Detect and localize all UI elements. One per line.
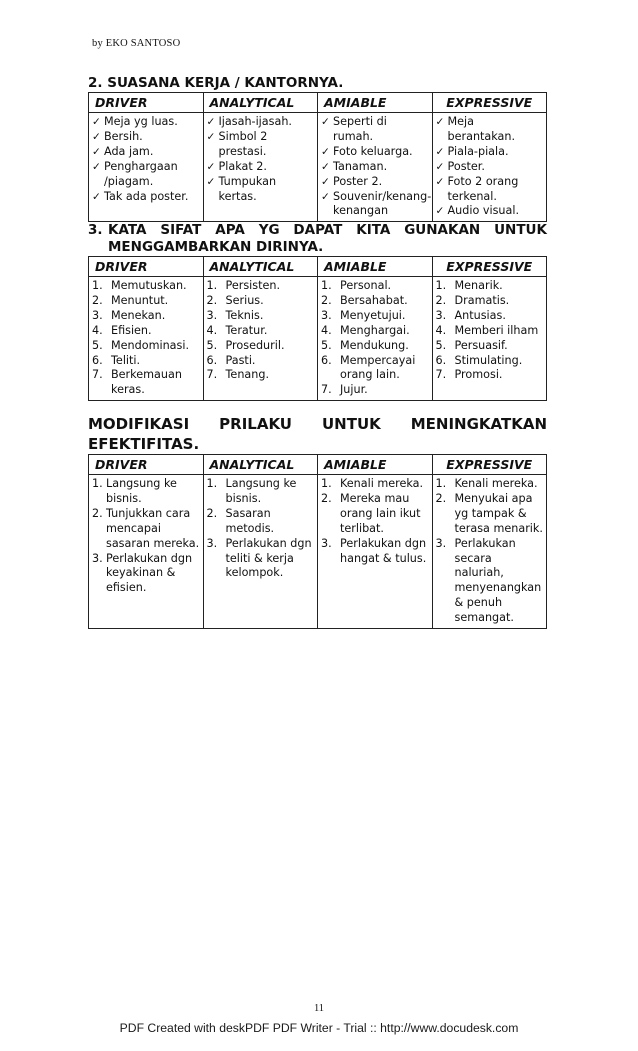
- list-item: 3. Antusias.: [435, 308, 506, 322]
- list-item-text: Jujur.: [340, 383, 368, 397]
- pdf-footer-note: PDF Created with deskPDF PDF Writer - Trial :: http://www.docudesk.com: [119, 1021, 519, 1035]
- list-item: 7. Tenang.: [206, 368, 270, 382]
- list-item-text: Penghargaan /piagam.: [104, 159, 178, 188]
- cell-expressive: [432, 113, 547, 222]
- list-item: 1. Memutuskan.: [92, 279, 187, 292]
- list-item: 4. Efisien.: [92, 323, 152, 337]
- list-item-text: Mendominasi.: [111, 338, 190, 352]
- table-header-row: [89, 93, 547, 113]
- list-item: [436, 115, 545, 145]
- list-item: 1. Personal.: [321, 279, 392, 292]
- section-title: 2. SUASANA KERJA / KANTORNYA.: [88, 75, 344, 91]
- list-item-text: Menarik.: [454, 279, 503, 292]
- list-item: 1. Langsung ke bisnis.: [206, 477, 297, 505]
- column-header-driver: DRIVER: [89, 257, 204, 277]
- list-item: [321, 160, 430, 175]
- list-item: [92, 145, 201, 160]
- behavior-modification-table: [88, 454, 547, 629]
- section-work-environment: [88, 75, 547, 222]
- list-item-text: Teratur.: [225, 323, 268, 337]
- list-item: [321, 175, 430, 190]
- cell-analytical: [203, 475, 318, 629]
- list-item-text: Teliti.: [111, 353, 141, 367]
- cell-amiable: [318, 475, 433, 629]
- list-item-text: Seperti di rumah.: [333, 115, 387, 143]
- section-title: MODIFIKASI PRILAKU UNTUK MENINGKATKAN: [88, 415, 547, 433]
- list-item: 4. Teratur.: [206, 323, 268, 337]
- column-header-amiable: AMIABLE: [318, 93, 433, 113]
- list-item: [321, 145, 430, 160]
- column-header-driver: DRIVER: [89, 455, 204, 475]
- column-header-expressive: EXPRESSIVE: [432, 93, 547, 113]
- list-item: 3. Perlakukan dgn teliti & kerja kelompok.: [206, 536, 312, 580]
- list-item-text: Bersih.: [104, 129, 143, 143]
- page-header: by EKO SANTOSO: [92, 38, 181, 49]
- list-item: [207, 160, 316, 175]
- list-item-text: Ada jam.: [104, 144, 154, 158]
- list-item: 7. Berkemauan keras.: [92, 368, 182, 397]
- list-item: 1. Kenali mereka.: [435, 477, 538, 490]
- list-item: 1. Persisten.: [206, 279, 281, 292]
- list-item-text: Foto 2 orang terkenal.: [447, 174, 519, 203]
- list-item-text: Ijasah-ijasah.: [218, 115, 292, 128]
- list-item: [207, 175, 316, 205]
- list-item-text: Langsung ke bisnis.: [225, 477, 297, 505]
- list-item: 3. Perlakukan dgn hangat & tulus.: [321, 536, 427, 565]
- list-item-text: Simbol 2 prestasi.: [218, 129, 268, 158]
- list-item: 2. Bersahabat.: [321, 293, 408, 307]
- list-item-text: Perlakukan secara naluriah, menyenangkan & penuh semangat.: [454, 536, 542, 625]
- cell-expressive: [432, 475, 547, 629]
- list-item: [436, 160, 545, 175]
- list-item: 2. Dramatis.: [435, 293, 510, 307]
- list-item-text: Persuasif.: [454, 338, 508, 352]
- list-item: 6. Teliti.: [92, 353, 141, 367]
- list-item-text: Kenali mereka.: [454, 477, 538, 490]
- section-adjectives: [88, 222, 547, 401]
- list-item-text: Teknis.: [225, 308, 264, 322]
- list-item-text: Tenang.: [225, 368, 270, 382]
- column-header-amiable: AMIABLE: [318, 455, 433, 475]
- list-item: [436, 145, 545, 160]
- work-environment-table: [88, 92, 547, 222]
- list-item-text: Tunjukkan cara mencapai sasaran mereka.: [106, 506, 200, 550]
- cell-driver: [89, 277, 204, 401]
- list-item-text: Menuntut.: [111, 293, 169, 307]
- cell-analytical: [203, 113, 318, 222]
- list-item-text: Menekan.: [111, 308, 166, 322]
- list-item-text: Efisien.: [111, 323, 152, 337]
- list-item: [92, 190, 201, 205]
- list-item: 1. Kenali mereka.: [321, 477, 424, 490]
- column-header-expressive: EXPRESSIVE: [432, 455, 547, 475]
- list-item-text: Dramatis.: [454, 293, 510, 307]
- list-item: 2. Sasaran metodis.: [206, 506, 275, 535]
- list-item: 3. Menekan.: [92, 308, 166, 322]
- list-item-text: Bersahabat.: [340, 293, 408, 307]
- section-title: 3. KATA SIFAT APA YG DAPAT KITA GUNAKAN UNTUK: [88, 222, 547, 238]
- list-item-text: Souvenir/kenang-kenangan: [333, 189, 432, 218]
- list-item: 3. Perlakukan secara naluriah, menyenangkan & penuh semangat.: [435, 536, 542, 625]
- list-item-text: Berkemauan keras.: [111, 368, 182, 397]
- list-item: [321, 115, 430, 145]
- list-item: 6. Stimulating.: [435, 353, 523, 367]
- list-item: [207, 115, 316, 130]
- section-title-line2: EFEKTIFITAS.: [88, 435, 200, 453]
- list-item-text: Menghargai.: [340, 323, 410, 337]
- list-item-text: Persisten.: [225, 279, 281, 292]
- list-item-text: Foto keluarga.: [333, 144, 413, 158]
- list-item-text: Poster 2.: [333, 174, 383, 188]
- cell-amiable: [318, 113, 433, 222]
- cell-expressive: [432, 277, 547, 401]
- list-item-text: Proseduril.: [225, 338, 285, 352]
- table-row: [89, 277, 547, 401]
- list-item-text: Pasti.: [225, 353, 256, 367]
- list-item-text: Mereka mau orang lain ikut terlibat.: [340, 491, 421, 535]
- list-item: 2. Tunjukkan cara mencapai sasaran mereka.: [92, 506, 200, 550]
- list-item: [207, 130, 316, 160]
- table-header-row: [89, 257, 547, 277]
- list-item: 2. Mereka mau orang lain ikut terlibat.: [321, 491, 421, 535]
- list-item: 5. Mendukung.: [321, 338, 409, 352]
- cell-analytical: [203, 277, 318, 401]
- column-header-analytical: ANALYTICAL: [203, 455, 318, 475]
- list-item-text: Stimulating.: [454, 353, 523, 367]
- list-item-text: Mempercayai orang lain.: [340, 353, 416, 382]
- list-item-text: Mendukung.: [340, 338, 409, 352]
- list-item: [92, 115, 201, 130]
- table-header-row: [89, 455, 547, 475]
- list-item: 4. Menghargai.: [321, 323, 410, 337]
- list-item-text: Poster.: [447, 159, 485, 173]
- list-item: 6. Mempercayai orang lain.: [321, 353, 416, 382]
- list-item-text: Meja yg luas.: [104, 115, 178, 128]
- list-item-text: Tak ada poster.: [104, 189, 189, 203]
- list-item: 7. Promosi.: [435, 368, 503, 382]
- list-item: 3. Menyetujui.: [321, 308, 406, 322]
- list-item: 2. Serius.: [206, 293, 264, 307]
- list-item-text: Antusias.: [454, 308, 506, 322]
- list-item-text: Sasaran metodis.: [225, 506, 275, 535]
- list-item-text: Kenali mereka.: [340, 477, 424, 490]
- list-item: 3. Perlakukan dgn keyakinan & efisien.: [92, 551, 193, 595]
- table-row: [89, 113, 547, 222]
- list-item-text: Audio visual.: [447, 204, 520, 218]
- list-item: 7. Jujur.: [321, 383, 368, 397]
- list-item-text: Tanaman.: [333, 159, 388, 173]
- list-item: 2. Menuntut.: [92, 293, 169, 307]
- list-item-text: Perlakukan dgn keyakinan & efisien.: [106, 551, 193, 595]
- list-item-text: Personal.: [340, 279, 392, 292]
- list-item: 6. Pasti.: [206, 353, 256, 367]
- page-number: 11: [313, 1003, 325, 1014]
- list-item: 1. Menarik.: [435, 279, 503, 292]
- section-behavior-modification: [88, 414, 547, 629]
- list-item-text: Memutuskan.: [111, 279, 187, 292]
- list-item: 2. Menyukai apa yg tampak & terasa menarik.: [435, 491, 543, 535]
- list-item: [92, 160, 201, 190]
- column-header-analytical: ANALYTICAL: [203, 93, 318, 113]
- list-item: [92, 130, 201, 145]
- list-item: 3. Teknis.: [206, 308, 264, 322]
- list-item-text: Memberi ilham: [454, 323, 539, 337]
- list-item-text: Langsung ke bisnis.: [106, 477, 177, 505]
- cell-driver: [89, 475, 204, 629]
- list-item-text: Tumpukan kertas.: [218, 174, 277, 203]
- list-item: 5. Persuasif.: [435, 338, 508, 352]
- list-item-text: Perlakukan dgn hangat & tulus.: [340, 536, 427, 565]
- list-item: 5. Proseduril.: [206, 338, 285, 352]
- section-title-line2: MENGGAMBARKAN DIRINYA.: [108, 239, 324, 255]
- list-item-text: Promosi.: [454, 368, 503, 382]
- cell-amiable: [318, 277, 433, 401]
- column-header-amiable: AMIABLE: [318, 257, 433, 277]
- adjectives-table: [88, 256, 547, 401]
- list-item: 5. Mendominasi.: [92, 338, 190, 352]
- list-item: 4. Memberi ilham: [435, 323, 539, 337]
- list-item-text: Menyukai apa yg tampak & terasa menarik.: [454, 491, 543, 535]
- list-item-text: Plakat 2.: [218, 159, 267, 173]
- column-header-expressive: EXPRESSIVE: [432, 257, 547, 277]
- list-item: [436, 204, 545, 219]
- list-item-text: Piala-piala.: [447, 144, 509, 158]
- list-item: 1. Langsung ke bisnis.: [92, 477, 177, 505]
- list-item: [321, 190, 430, 220]
- list-item-text: Menyetujui.: [340, 308, 406, 322]
- table-row: [89, 475, 547, 629]
- list-item-text: Serius.: [225, 293, 264, 307]
- cell-driver: [89, 113, 204, 222]
- list-item: [436, 175, 545, 205]
- column-header-analytical: ANALYTICAL: [203, 257, 318, 277]
- list-item-text: Perlakukan dgn teliti & kerja kelompok.: [225, 536, 312, 580]
- list-item-text: Meja berantakan.: [447, 115, 516, 143]
- column-header-driver: DRIVER: [89, 93, 204, 113]
